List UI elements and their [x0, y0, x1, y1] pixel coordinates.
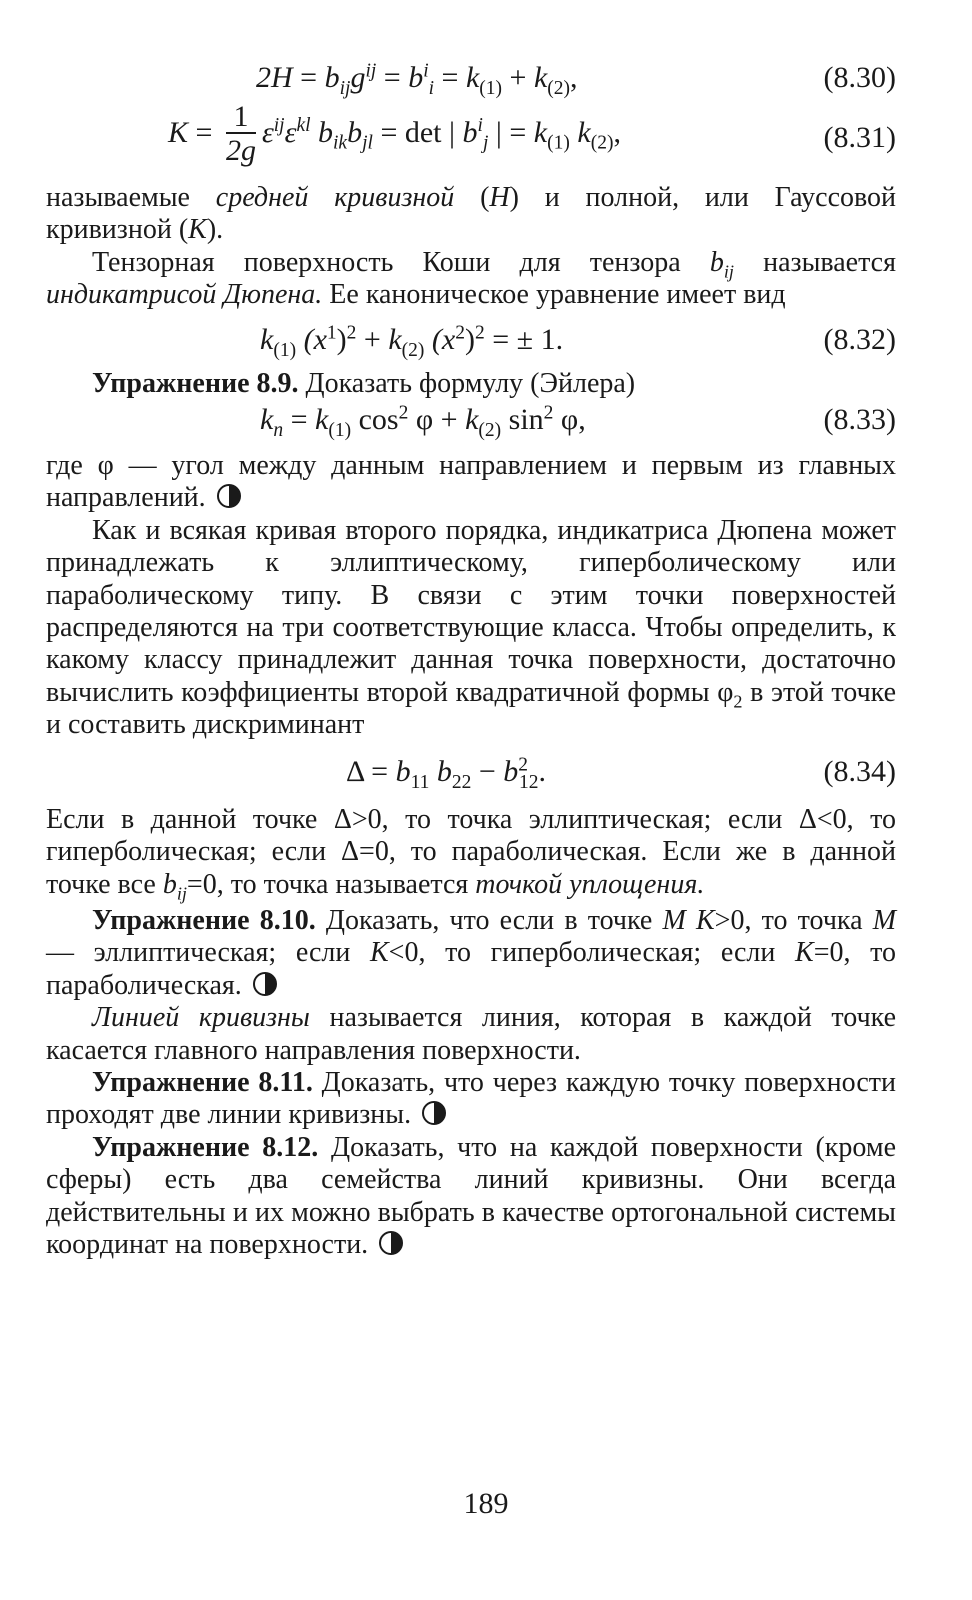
term-curvature-line: Линией кривизны	[92, 1002, 310, 1034]
equation-number-8-34: (8.34)	[823, 754, 896, 788]
eq-830-k2: k	[533, 61, 548, 94]
p6-text-1: называется линия, которая в каждой точке касается главного направления поверхности.	[46, 1002, 896, 1066]
eq-830-equals-2: =	[376, 61, 409, 94]
equation-8-34-body	[346, 753, 547, 793]
eq-833-equals: =	[283, 403, 315, 437]
p1-text-4: ).	[206, 214, 224, 246]
eq-832-sup-1: 1	[326, 321, 337, 343]
eq-831-sub-j: j	[482, 132, 489, 154]
exercise-8-10-title: Упражнение 8.10.	[92, 904, 316, 936]
eq-831-equals-3: | =	[488, 115, 534, 149]
equation-8-30-body	[256, 60, 578, 99]
eq-832-rhs: = ± 1.	[484, 322, 564, 356]
exercise-8-11	[46, 1067, 896, 1132]
eq-831-sub-ik: ik	[333, 132, 348, 154]
end-of-exercise-icon	[379, 1231, 403, 1255]
eq-831-fraction	[226, 102, 256, 168]
equation-8-33-body	[260, 402, 586, 441]
p1-symbol-k: K	[188, 214, 207, 246]
text-column	[46, 56, 896, 1261]
p1-symbol-h: H	[489, 182, 510, 213]
eq-830-lhs: 2H	[256, 61, 293, 94]
eq-834-period: .	[538, 754, 547, 788]
eq-832-x1-close: )	[336, 322, 347, 356]
exercise-8-10-space	[686, 905, 696, 936]
equation-number-8-30: (8.30)	[823, 61, 896, 94]
eq-831-sub-jl: jl	[362, 132, 373, 154]
eq-831-det: = det |	[372, 115, 463, 149]
p2-text-2: называется	[733, 246, 896, 278]
eq-832-k1: k	[260, 322, 274, 356]
eq-832-sub-1: (1)	[273, 339, 297, 361]
eq-831-fraction-denominator: 2g	[225, 134, 256, 167]
eq-830-sub-1: (1)	[479, 77, 503, 99]
eq-832-sup-2: 2	[455, 321, 465, 343]
p1-text-2: (	[454, 182, 490, 213]
page-number: 189	[463, 1487, 509, 1520]
paragraph-curvature-line	[46, 1002, 896, 1067]
eq-833-sub-1: (1)	[328, 419, 352, 441]
eq-830-equals-1: =	[292, 61, 325, 94]
p5-text-2: =0, то точка называется	[186, 868, 476, 900]
exercise-8-12-title: Упражнение 8.12.	[92, 1131, 319, 1163]
exercise-8-10-text-5: <0, то гиперболическая; если	[388, 937, 795, 969]
end-of-exercise-icon	[217, 484, 241, 508]
p2-tensor-b: b	[709, 246, 724, 278]
eq-831-k1: k	[533, 115, 548, 149]
eq-833-phi-2: φ,	[553, 403, 586, 437]
eq-832-plus: +	[356, 322, 389, 356]
eq-831-b-1: b	[318, 115, 334, 149]
eq-832-k2: k	[388, 322, 402, 356]
exercise-8-12	[46, 1132, 896, 1262]
eq-832-x2-open: (x	[424, 322, 456, 356]
end-of-exercise-icon	[422, 1101, 446, 1125]
exercise-8-11-text: Доказать, что через каждую точку поверхности проходят две линии кривизны.	[46, 1066, 896, 1131]
equation-number-8-32: (8.32)	[823, 322, 896, 356]
exercise-8-9	[46, 368, 896, 400]
eq-831-sub-2: (2)	[590, 132, 614, 154]
exercise-8-9-text: Доказать формулу (Эйлера)	[298, 367, 636, 399]
p5-text-1: Если в данной точке Δ>0, то точка эллиптическая; если Δ<0, то гиперболическая; если Δ=0, то параболическая. Если же в данной точке все	[46, 803, 896, 900]
eq-832-square-2: 2	[474, 321, 485, 343]
exercise-8-10-k-2: K	[369, 937, 389, 969]
eq-834-b-1: b	[395, 754, 411, 788]
exercise-8-10-text-4: — эллиптическая; если	[46, 937, 370, 969]
term-flat-point: точкой уплощения.	[475, 868, 705, 900]
p4-text-2: в этой точке и составить дискриминант	[46, 676, 896, 741]
exercise-8-10-text-1: Доказать, что если в точке	[315, 904, 663, 936]
eq-831-b-3: b	[462, 115, 478, 149]
eq-831-sup-ij: ij	[273, 115, 285, 137]
eq-830-b-mixed: b	[408, 61, 424, 94]
eq-831-lhs: K	[168, 115, 189, 149]
exercise-8-10-text-6: =0, то параболическая.	[46, 937, 896, 1001]
term-mean-curvature: средней кривизной	[215, 182, 455, 213]
eq-830-sub-2: (2)	[547, 77, 571, 99]
eq-834-sub-11: 11	[410, 771, 430, 793]
eq-831-b-2: b	[347, 115, 363, 149]
equation-number-8-31: (8.31)	[823, 121, 896, 154]
p2-sub-ij: ij	[723, 261, 734, 282]
eq-833-sub-2: (2)	[478, 419, 502, 441]
eq-830-sup-ij: ij	[365, 60, 377, 82]
exercise-8-9-title: Упражнение 8.9.	[92, 367, 299, 399]
paragraph-curvature-definition	[46, 182, 896, 247]
term-dupin-indicatrix: индикатрисой Дюпена.	[46, 279, 323, 311]
eq-830-k1: k	[465, 61, 480, 94]
equation-8-31	[46, 100, 896, 182]
eq-830-comma: ,	[570, 61, 578, 94]
eq-831-fraction-numerator: 1	[226, 102, 256, 134]
eq-831-equals-1: =	[188, 115, 220, 149]
eq-833-k1: k	[315, 403, 329, 437]
exercise-8-10-m-2: M	[872, 904, 897, 936]
eq-831-comma: ,	[613, 115, 621, 149]
paragraph-discriminant-cases	[46, 804, 896, 901]
eq-833-sub-n: n	[273, 419, 284, 441]
p3-text: где φ — угол между данным направлением и первым из главных направлений.	[46, 450, 896, 514]
eq-830-g: g	[350, 61, 366, 94]
eq-832-sub-2: (2)	[401, 339, 425, 361]
equation-8-34	[46, 742, 896, 804]
exercise-8-10-k-3: K	[795, 937, 814, 969]
eq-834-delta: Δ =	[346, 754, 396, 788]
paragraph-dupin-indicatrix	[46, 247, 896, 312]
eq-833-cos: cos	[351, 403, 399, 437]
p2-text-1: Тензорная поверхность Коши для тензора	[92, 246, 710, 278]
eq-831-sup-i: i	[477, 115, 483, 137]
exercise-8-10-text-3: >0, то точка	[714, 904, 873, 936]
equation-8-30	[46, 56, 896, 100]
eq-833-phi-1: φ +	[408, 403, 466, 437]
eq-832-square-1: 2	[346, 321, 357, 343]
equation-number-8-33: (8.33)	[823, 403, 896, 437]
equation-8-32	[46, 312, 896, 364]
eq-833-square-1: 2	[398, 402, 409, 424]
eq-831-k2: k	[577, 115, 591, 149]
eq-831-epsilon-1: ε	[261, 115, 274, 149]
p1-text-1: называемые	[46, 182, 216, 213]
end-of-exercise-icon	[253, 972, 277, 996]
exercise-8-10-m-1: M	[662, 904, 686, 936]
eq-833-k2: k	[465, 403, 479, 437]
eq-830-sup-i: i	[423, 60, 429, 82]
eq-834-b-2: b	[429, 754, 452, 788]
equation-8-31-body	[168, 102, 621, 168]
equation-8-33	[46, 400, 896, 450]
eq-833-k: k	[260, 403, 274, 437]
eq-830-equals-3: =	[434, 61, 466, 94]
paragraph-angle-phi	[46, 450, 896, 515]
exercise-8-11-title: Упражнение 8.11.	[92, 1066, 313, 1098]
exercise-8-10	[46, 905, 896, 1002]
eq-830-sub-i: i	[428, 77, 435, 99]
p5-sub-ij: ij	[176, 882, 187, 903]
eq-834-square: 2	[518, 753, 529, 775]
exercise-8-12-text: Доказать, что на каждой поверхности (кроме сферы) есть два семейства линий кривизны. Они всегда действительны и их можно выбрать в качестве ортогональной системы координат на поверхности.	[46, 1131, 896, 1260]
eq-831-sup-kl: kl	[296, 115, 311, 137]
eq-830-sub-ij: ij	[339, 77, 351, 99]
p2-text-3: Ее каноническое уравнение имеет вид	[322, 279, 786, 311]
paragraph-point-classes	[46, 515, 896, 742]
equation-8-32-body	[260, 321, 564, 361]
eq-830-plus: +	[502, 61, 534, 94]
eq-834-sub-12: 12	[519, 771, 539, 793]
eq-832-x2-close: )	[464, 322, 475, 356]
eq-830-b: b	[324, 61, 340, 94]
eq-831-sub-1: (1)	[547, 132, 570, 154]
eq-833-square-2: 2	[543, 402, 554, 424]
p4-text-1: Как и всякая кривая второго порядка, индикатриса Дюпена может принадлежать к эллиптическому, гиперболическому или параболическому типу. В связи с этим точки поверхностей распределяются на три соответствующие класса. Чтобы определить, к какому классу принадлежит данная точка поверхности, достаточно вычислить коэффициенты второй квадратичной формы φ	[46, 514, 896, 708]
eq-832-x1-open: (x	[296, 322, 327, 356]
p1-text-3: ) и полной, или Гауссовой кривизной (	[46, 182, 897, 246]
p4-sub-2: 2	[733, 691, 743, 712]
eq-834-b-3: b	[503, 754, 519, 788]
eq-831-epsilon-2: ε	[284, 115, 297, 149]
exercise-8-10-k-1: K	[695, 904, 715, 936]
eq-834-sub-22: 22	[451, 771, 472, 793]
eq-834-minus: −	[471, 754, 504, 788]
eq-833-sin: sin	[501, 403, 544, 437]
p5-tensor-b: b	[162, 868, 177, 900]
